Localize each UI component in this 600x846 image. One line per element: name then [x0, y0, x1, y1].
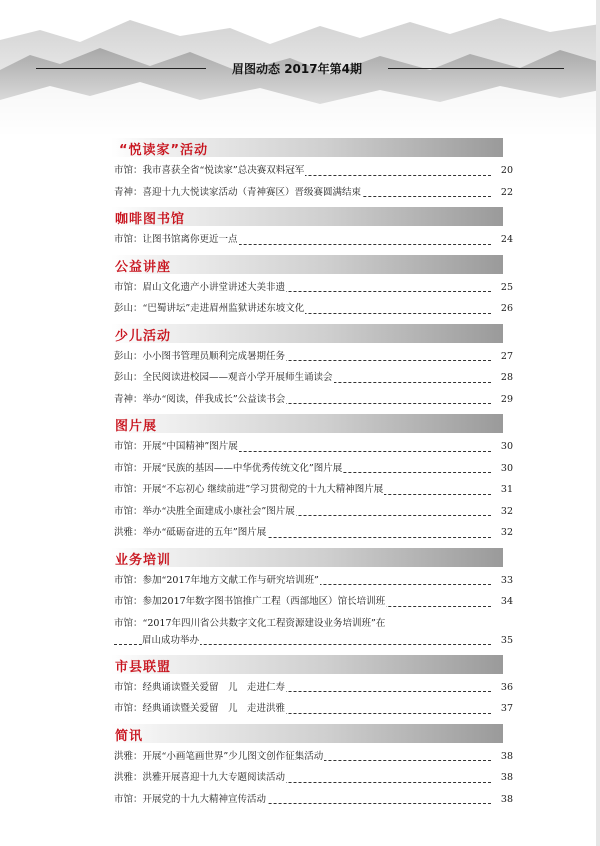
toc-page-number: 34: [500, 596, 513, 607]
toc-entry[interactable]: [111, 458, 513, 480]
toc-entry[interactable]: [111, 346, 513, 368]
toc-page-number: 27: [500, 350, 513, 362]
section-heading: [111, 548, 513, 567]
toc-entry[interactable]: [111, 182, 513, 204]
section-heading: [111, 207, 513, 226]
section-heading-band: [111, 414, 503, 433]
toc-entry-title: 洪雅：洪雅开展喜迎十九大专题阅读活动: [114, 767, 286, 789]
section-heading: [111, 414, 513, 433]
toc-entry[interactable]: [111, 298, 513, 320]
toc-entry-title: 市馆：参加“2017年地方文献工作与研究培训班”: [114, 570, 320, 592]
toc-entry[interactable]: [111, 698, 513, 720]
toc-page-number: 32: [500, 505, 513, 517]
toc-page-number: 25: [500, 281, 513, 293]
toc-entry-title: 市馆：经典诵读暨关爱留 儿 走进洪雅: [114, 698, 286, 720]
toc-entry[interactable]: [111, 570, 513, 592]
toc-entry-title: 青神：举办“阅读，伴我成长”公益读书会: [114, 389, 286, 411]
toc-page-number: 26: [500, 303, 513, 314]
section-title: 业务培训: [115, 552, 172, 568]
section-heading: [111, 324, 513, 343]
section-title: 咖啡图书馆: [115, 212, 186, 227]
toc-page-number: 38: [500, 793, 513, 805]
toc-entry-title: 市馆：经典诵读暨关爱留 儿 走进仁寿: [114, 677, 286, 699]
toc-entry-title: 市馆：开展“不忘初心 继续前进”学习贯彻党的十九大精神图片展: [114, 479, 384, 501]
toc-page-number: 24: [500, 234, 513, 245]
toc-page-number: 33: [500, 574, 513, 586]
toc-page-number: 30: [500, 441, 513, 452]
section-title: “悦读家”活动: [119, 143, 209, 158]
toc-entry-title: 彭山：“巴蜀讲坛”走进眉州监狱讲述东坡文化: [114, 298, 305, 320]
toc-entry-title: 市馆：参加2017年数字图书馆推广工程（西部地区）馆长培训班: [114, 591, 386, 613]
section-heading: [111, 655, 513, 674]
toc-entry[interactable]: [111, 789, 513, 811]
toc-entry[interactable]: [111, 367, 513, 389]
toc-page-number: 38: [500, 750, 513, 762]
toc-entry-title: 市馆：“2017年四川省公共数字文化工程资源建设业务培训班”在: [114, 613, 386, 635]
section-heading: [111, 724, 513, 743]
toc-entry-title: 彭山：全民阅读进校园——观音小学开展师生诵读会: [114, 367, 334, 389]
section-title: 公益讲座: [115, 259, 172, 275]
section-heading: [111, 255, 513, 274]
toc-entry[interactable]: [111, 229, 513, 251]
toc-entry[interactable]: [111, 436, 513, 458]
section-title: 少儿活动: [115, 328, 172, 344]
section-heading: [111, 138, 513, 157]
page-edge: [596, 0, 600, 846]
toc-page-number: 20: [500, 165, 513, 176]
toc-entry[interactable]: [111, 746, 513, 768]
section-title: 简讯: [115, 728, 144, 744]
toc-entry-title: 洪雅：举办“砥砺奋进的五年”图片展: [114, 522, 267, 544]
toc-entry[interactable]: [111, 501, 513, 523]
toc-entry-title-continued: 眉山成功举办: [142, 630, 200, 652]
toc-entry[interactable]: [111, 677, 513, 699]
toc-page-number: 31: [500, 484, 513, 495]
toc-entry-title: 市馆：举办“决胜全面建成小康社会”图片展: [114, 501, 296, 523]
toc-entry[interactable]: [111, 160, 513, 182]
toc-entry[interactable]: [111, 522, 513, 544]
header-rule-right: [388, 68, 564, 69]
toc-entry[interactable]: [111, 613, 513, 651]
toc-entry[interactable]: [111, 767, 513, 789]
toc-entry[interactable]: [111, 479, 513, 501]
toc-page-number: 22: [500, 186, 513, 198]
section-heading-band: [111, 724, 503, 743]
toc-page-number: 29: [500, 393, 513, 405]
toc-entry[interactable]: [111, 277, 513, 299]
section-title: 市县联盟: [115, 659, 172, 675]
toc-page-number: 32: [500, 527, 513, 538]
toc-entry-title: 市馆：开展“中国精神”图片展: [114, 436, 239, 458]
toc-entry[interactable]: [111, 591, 513, 613]
toc-entry-title: 市馆：让图书馆离你更近一点: [114, 229, 239, 251]
toc-page-number: 37: [500, 703, 513, 714]
toc-entry-title: 市馆：开展“民族的基因——中华优秀传统文化”图片展: [114, 458, 343, 480]
toc-entry-title: 市馆：眉山文化遗产小讲堂讲述大美非遗: [114, 277, 286, 299]
header-title: 眉图动态 2017年第4期: [232, 62, 362, 76]
toc-page-number: 38: [500, 772, 513, 783]
table-of-contents: [111, 134, 513, 810]
header-rule-left: [36, 68, 206, 69]
section-title: 图片展: [115, 419, 158, 434]
toc-page-number: 35: [500, 634, 513, 646]
toc-page-number: 30: [500, 462, 513, 474]
toc-page-number: 28: [500, 372, 513, 383]
toc-entry-title: 洪雅：开展“小画笔画世界”少儿图文创作征集活动: [114, 746, 324, 768]
toc-entry-title: 市馆：我市喜获全省“悦读家”总决赛双料冠军: [114, 160, 305, 182]
toc-entry-title: 市馆：开展党的十九大精神宣传活动: [114, 789, 267, 811]
toc-entry-title: 彭山：小小图书管理员顺利完成暑期任务: [114, 346, 286, 368]
toc-page-number: 36: [500, 681, 513, 693]
toc-entry[interactable]: [111, 389, 513, 411]
toc-entry-title: 青神：喜迎十九大悦读家活动（青神赛区）晋级赛圆满结束: [114, 182, 362, 204]
